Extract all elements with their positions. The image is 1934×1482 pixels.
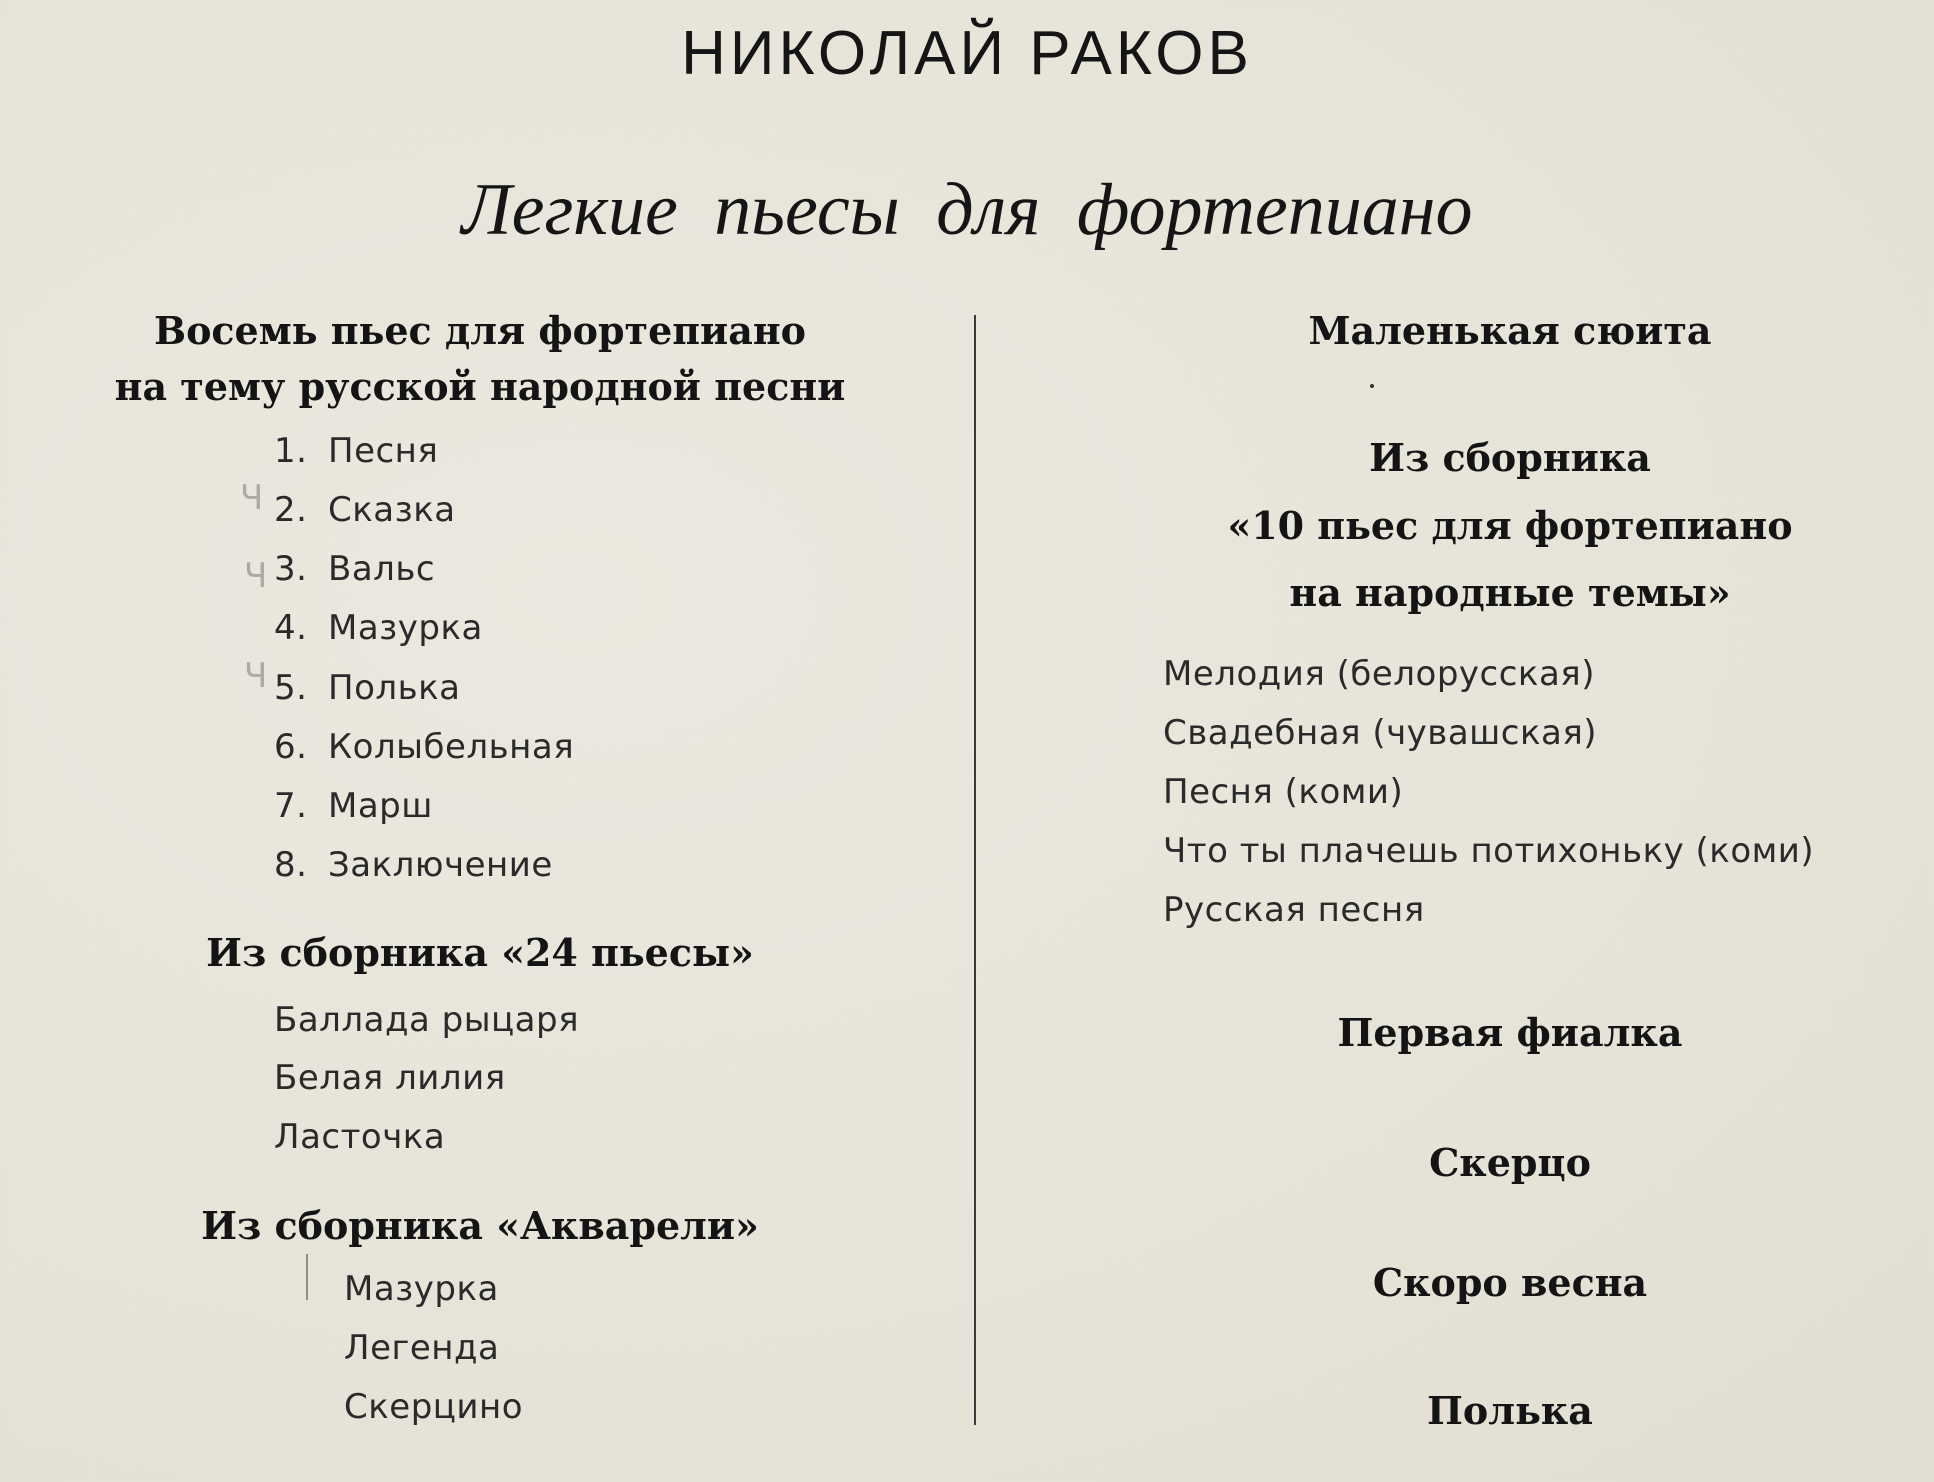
soon-spring-heading: Скоро весна: [1372, 1260, 1648, 1305]
collection-24-heading: Из сборника «24 пьесы»: [206, 930, 754, 975]
list-item: Русская песня: [1163, 890, 1425, 930]
pencil-mark: Ч: [240, 478, 264, 518]
list-item: Мелодия (белорусская): [1163, 654, 1596, 694]
list-item: 1. Песня: [274, 431, 439, 471]
scherzo-heading: Скерцо: [1429, 1140, 1591, 1185]
polka-heading: Полька: [1427, 1388, 1593, 1433]
list-item: 4. Мазурка: [274, 608, 483, 648]
print-speck: [1370, 384, 1374, 388]
collection-10-heading-line3: на народные темы»: [1289, 570, 1731, 615]
list-item: Мазурка: [344, 1269, 499, 1309]
list-item: 6. Колыбельная: [274, 727, 575, 767]
list-item: Белая лилия: [274, 1058, 506, 1098]
list-item: 5. Полька: [274, 668, 461, 708]
composer-name: НИКОЛАЙ РАКОВ: [681, 19, 1253, 88]
list-item: 3. Вальс: [274, 549, 436, 589]
collection-10-heading-line1: Из сборника: [1369, 435, 1651, 480]
pencil-mark: [306, 1254, 308, 1300]
list-item: Баллада рыцаря: [274, 1000, 580, 1040]
first-violet-heading: Первая фиалка: [1337, 1010, 1683, 1055]
list-item: Ласточка: [274, 1117, 446, 1157]
list-item: Песня (коми): [1163, 772, 1404, 812]
collection-10-heading-line2: «10 пьес для фортепиано: [1227, 503, 1793, 548]
list-item: Скерцино: [344, 1387, 524, 1427]
eight-pieces-heading-line1: Восемь пьес для фортепиано: [153, 308, 807, 353]
little-suite-heading: Маленькая сюита: [1308, 308, 1712, 353]
list-item: 2. Сказка: [274, 490, 456, 530]
album-subtitle: Легкие пьесы для фортепиано: [461, 169, 1473, 251]
akvareli-heading: Из сборника «Акварели»: [201, 1203, 759, 1248]
list-item: Что ты плачешь потихоньку (коми): [1163, 831, 1815, 871]
pencil-mark: Ч: [244, 556, 268, 596]
list-item: Легенда: [344, 1328, 500, 1368]
eight-pieces-heading-line2: на тему русской народной песни: [114, 364, 846, 409]
list-item: 7. Марш: [274, 786, 433, 826]
list-item: Свадебная (чувашская): [1163, 713, 1598, 753]
column-divider: [974, 315, 976, 1425]
pencil-mark: Ч: [244, 656, 268, 696]
list-item: 8. Заключение: [274, 845, 553, 885]
